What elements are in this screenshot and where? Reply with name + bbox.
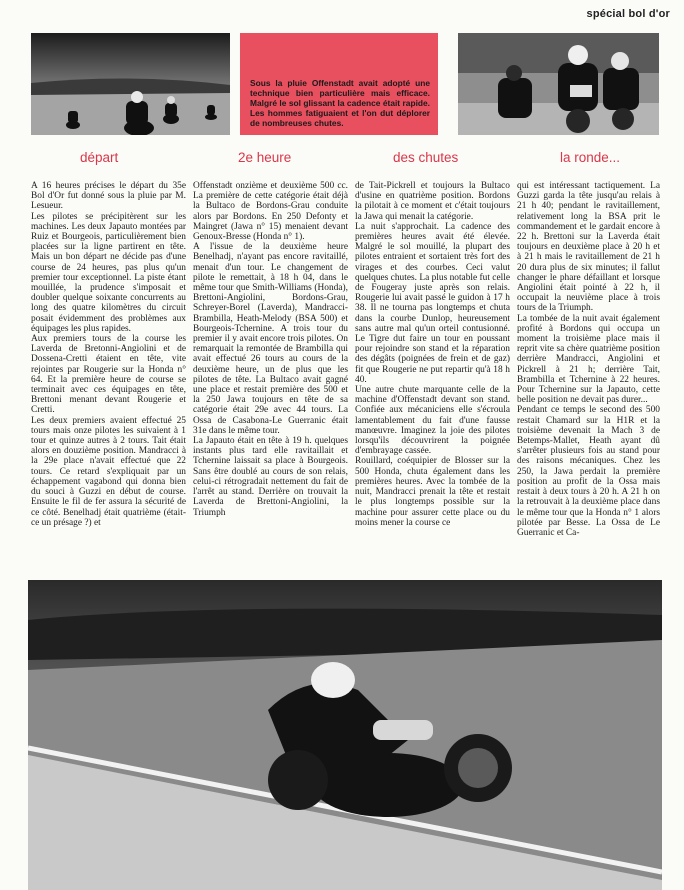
paragraph: Une autre chute marquante celle de la machine d'Offenstadt devant son stand. Confiée aux mécaniciens elle s'écroula lamentablement du fait d'une fausse manœuvre. Imaginez la joie des pilotes lorsqu'ils découvrirent la poignée d'embrayage cassée.	[355, 385, 510, 457]
paragraph: Les pilotes se précipitèrent sur les machines. Les deux Japauto montées par Ruiz et Bourgeois, particulièrement bien placées sur la ligne partirent en tête. Mais un bon départ ne décide pas d'une course de 24 heures, pas plus qu'un premier tour exceptionnel. La piste étant mouillée, la prudence s'imposait et doubler quelque soixante concurrents au long des quatre kilomètres du circuit posait évidemment des problèmes aux équipages les plus rapides.	[31, 211, 186, 334]
text-column-3	[355, 181, 510, 577]
photo-caption-box	[240, 33, 438, 135]
section-heading-second-hour: 2e heure	[238, 150, 292, 165]
paragraph: Offenstadt onzième et deuxième 500 cc. La première de cette catégorie était déjà la Bultaco de Bordons-Grau conduite alors par Bordons. En 250 Defonty et Maingret (Jawa n° 15) menaient devant Genoux-Bresse (Honda n° 1).	[193, 181, 348, 243]
section-heading-start: départ	[80, 150, 119, 165]
paragraph: Aux premiers tours de la course les Laverda de Bretonni-Angiolini et de Dossena-Cretti étaient en tête, vite rejointes par Rougerie sur la Honda n° 64. Et la première heure de course se terminait avec ces équipages en tête, Brettoni menant devant Rougerie et Cretti.	[31, 334, 186, 416]
paragraph: A 16 heures précises le départ du 35e Bol d'Or fut donné sous la pluie par M. Lesueur.	[31, 181, 186, 212]
paragraph: La tombée de la nuit avait également profité à Bordons qui occupa un moment la troisième place mais il reprit vite sa chère quatrième position derrière Mandracci, Angiolini et Pickrell à 21 h; derrière Tait, Brambilla et Tchernine à 22 heures. Pour Tchernine sur la Japauto, cette belle position ne devait pas durer...	[517, 313, 660, 406]
section-heading-round: la ronde...	[560, 150, 621, 165]
paragraph: Les deux premiers avaient effectué 25 tours mais onze pilotes les suivaient à 1 tour et quinze autres à 2 tours. Tait était alors en douzième position. Mandracci à la 29e place n'avait effectué que 22 tours. Ce retard s'expliquait par un échappement vagabond qui donna bien du souci à Guzzi en début de course. Ensuite le fil de fer assura la sécurité de ce côté. Benelhadj était quatrième (était-ce un présage ?) et	[31, 415, 186, 528]
text-column-4	[517, 181, 660, 577]
paragraph: Pendant ce temps le second des 500 restait Chamard sur la H1R et la troisième devenait la Mach 3 de Betemps-Mallet, Heath ayant dû s'arrêter plusieurs fois au stand pour des raisons mécaniques. Chez les 250, la Jawa perdait la première position au profit de la Ossa mais restait à deux tours à 20 h. A 21 h on la retrouvait à la deuxième place dans le même tour que la Honda n° 1 alors pilotée par Besse. La Ossa de Le Guerranic et Ca-	[517, 405, 660, 538]
photo-caption: Sous la pluie Offenstadt avait adopté une technique bien particulière mais efficace. Malgré le sol glissant la cadence était rapide. Les hommes fatiguaient et l'on dut déplorer de nombreuses chutes.	[250, 78, 430, 128]
text-column-2	[193, 181, 348, 577]
paragraph: de Tait-Pickrell et toujours la Bultaco d'usine en quatrième position. Bordons la pilotait à ce moment et c'était toujours la Jawa qui menait la catégorie.	[355, 181, 510, 222]
paragraph: qui est intéressant tactiquement. La Guzzi garda la tête jusqu'au relais à 21 h 40; pendant le ravitaillement, relativement long la BSA prit le commandement et le gardait encore à 22 h. Brettoni sur la Laverda était toujours en deuxième place à 20 h et à 21 h mais le ravitaillement de 21 h 20 dura plus de six minutes; il fallut changer le phare défaillant et lorsque Angiolini était pointé à 22 h, il occupait la neuvième place à trois tours de la Triumph.	[517, 181, 660, 314]
section-heading-falls: des chutes	[393, 150, 459, 165]
paragraph: La Japauto était en tête à 19 h. quelques instants plus tard elle ravitaillait et Tchernine laissait sa place à Bourgeois. Sans être doublé au cours de son relais, celui-ci rétrogradait nettement du fait de l'arrêt au stand. Derrière on trouvait la Laverda de Brettoni-Angiolini, la Triumph	[193, 436, 348, 518]
paragraph: A l'issue de la deuxième heure Benelhadj, n'ayant pas encore ravitaillé, menait d'un tour. Le changement de pilote le remettait, à 18 h 04, dans le même tour que Smith-Williams (Honda), Brettoni-Angiolini, Bordons-Grau, Schreyer-Borel (Laverda), Mandracci-Brambilla, Heath-Melody (BSA 500) et Bourgeois-Tchernine. A trois tour du premier il y avait encore trois pilotes. On remarquait la remontée de Brambilla qui avait effectué 26 tours au cours de la deuxième heure, un de plus que les pilotes de tête. La Bultaco avait gagné une place et restait première des 500 et la 250 Jawa toujours en tête de sa catégorie était 29e avec 44 tours. La Ossa de Casabona-Le Guerranic était 31e dans le même tour.	[193, 242, 348, 436]
cornering-rider-photo	[28, 580, 662, 890]
paragraph: Rouillard, coéquipier de Blosser sur la 500 Honda, chuta également dans les premières heures. Avec la tombée de la nuit, Mandracci prenait la tête et restait le plus longtemps possible sur la machine pour assurer cette place ou du moins mener la course ce	[355, 456, 510, 528]
riders-closeup-photo	[458, 33, 659, 135]
page-header: spécial bol d'or	[586, 8, 670, 20]
paragraph: La nuit s'approchait. La cadence des premières heures avait été élevée. Malgré le sol mouillé, la plupart des pilotes entraient et sortaient très fort des virages et des courbes. Ceci valut quelques chutes. La plus notable fut celle de Fougeray juste après son relais. Rougerie lui avait passé le guidon à 17 h 38. Il ne tourna pas longtemps et chuta dans la courbe Dunlop, heureusement sans autre mal qu'un orteil contusionné. Le Tigre dut faire un tour en poussant pour rejoindre son stand et la réparation des dégâts (poignées de frein et de gaz) fit que Rougerie ne put repartir qu'à 18 h 40.	[355, 221, 510, 385]
text-column-1	[31, 181, 186, 577]
race-start-photo	[31, 33, 230, 135]
